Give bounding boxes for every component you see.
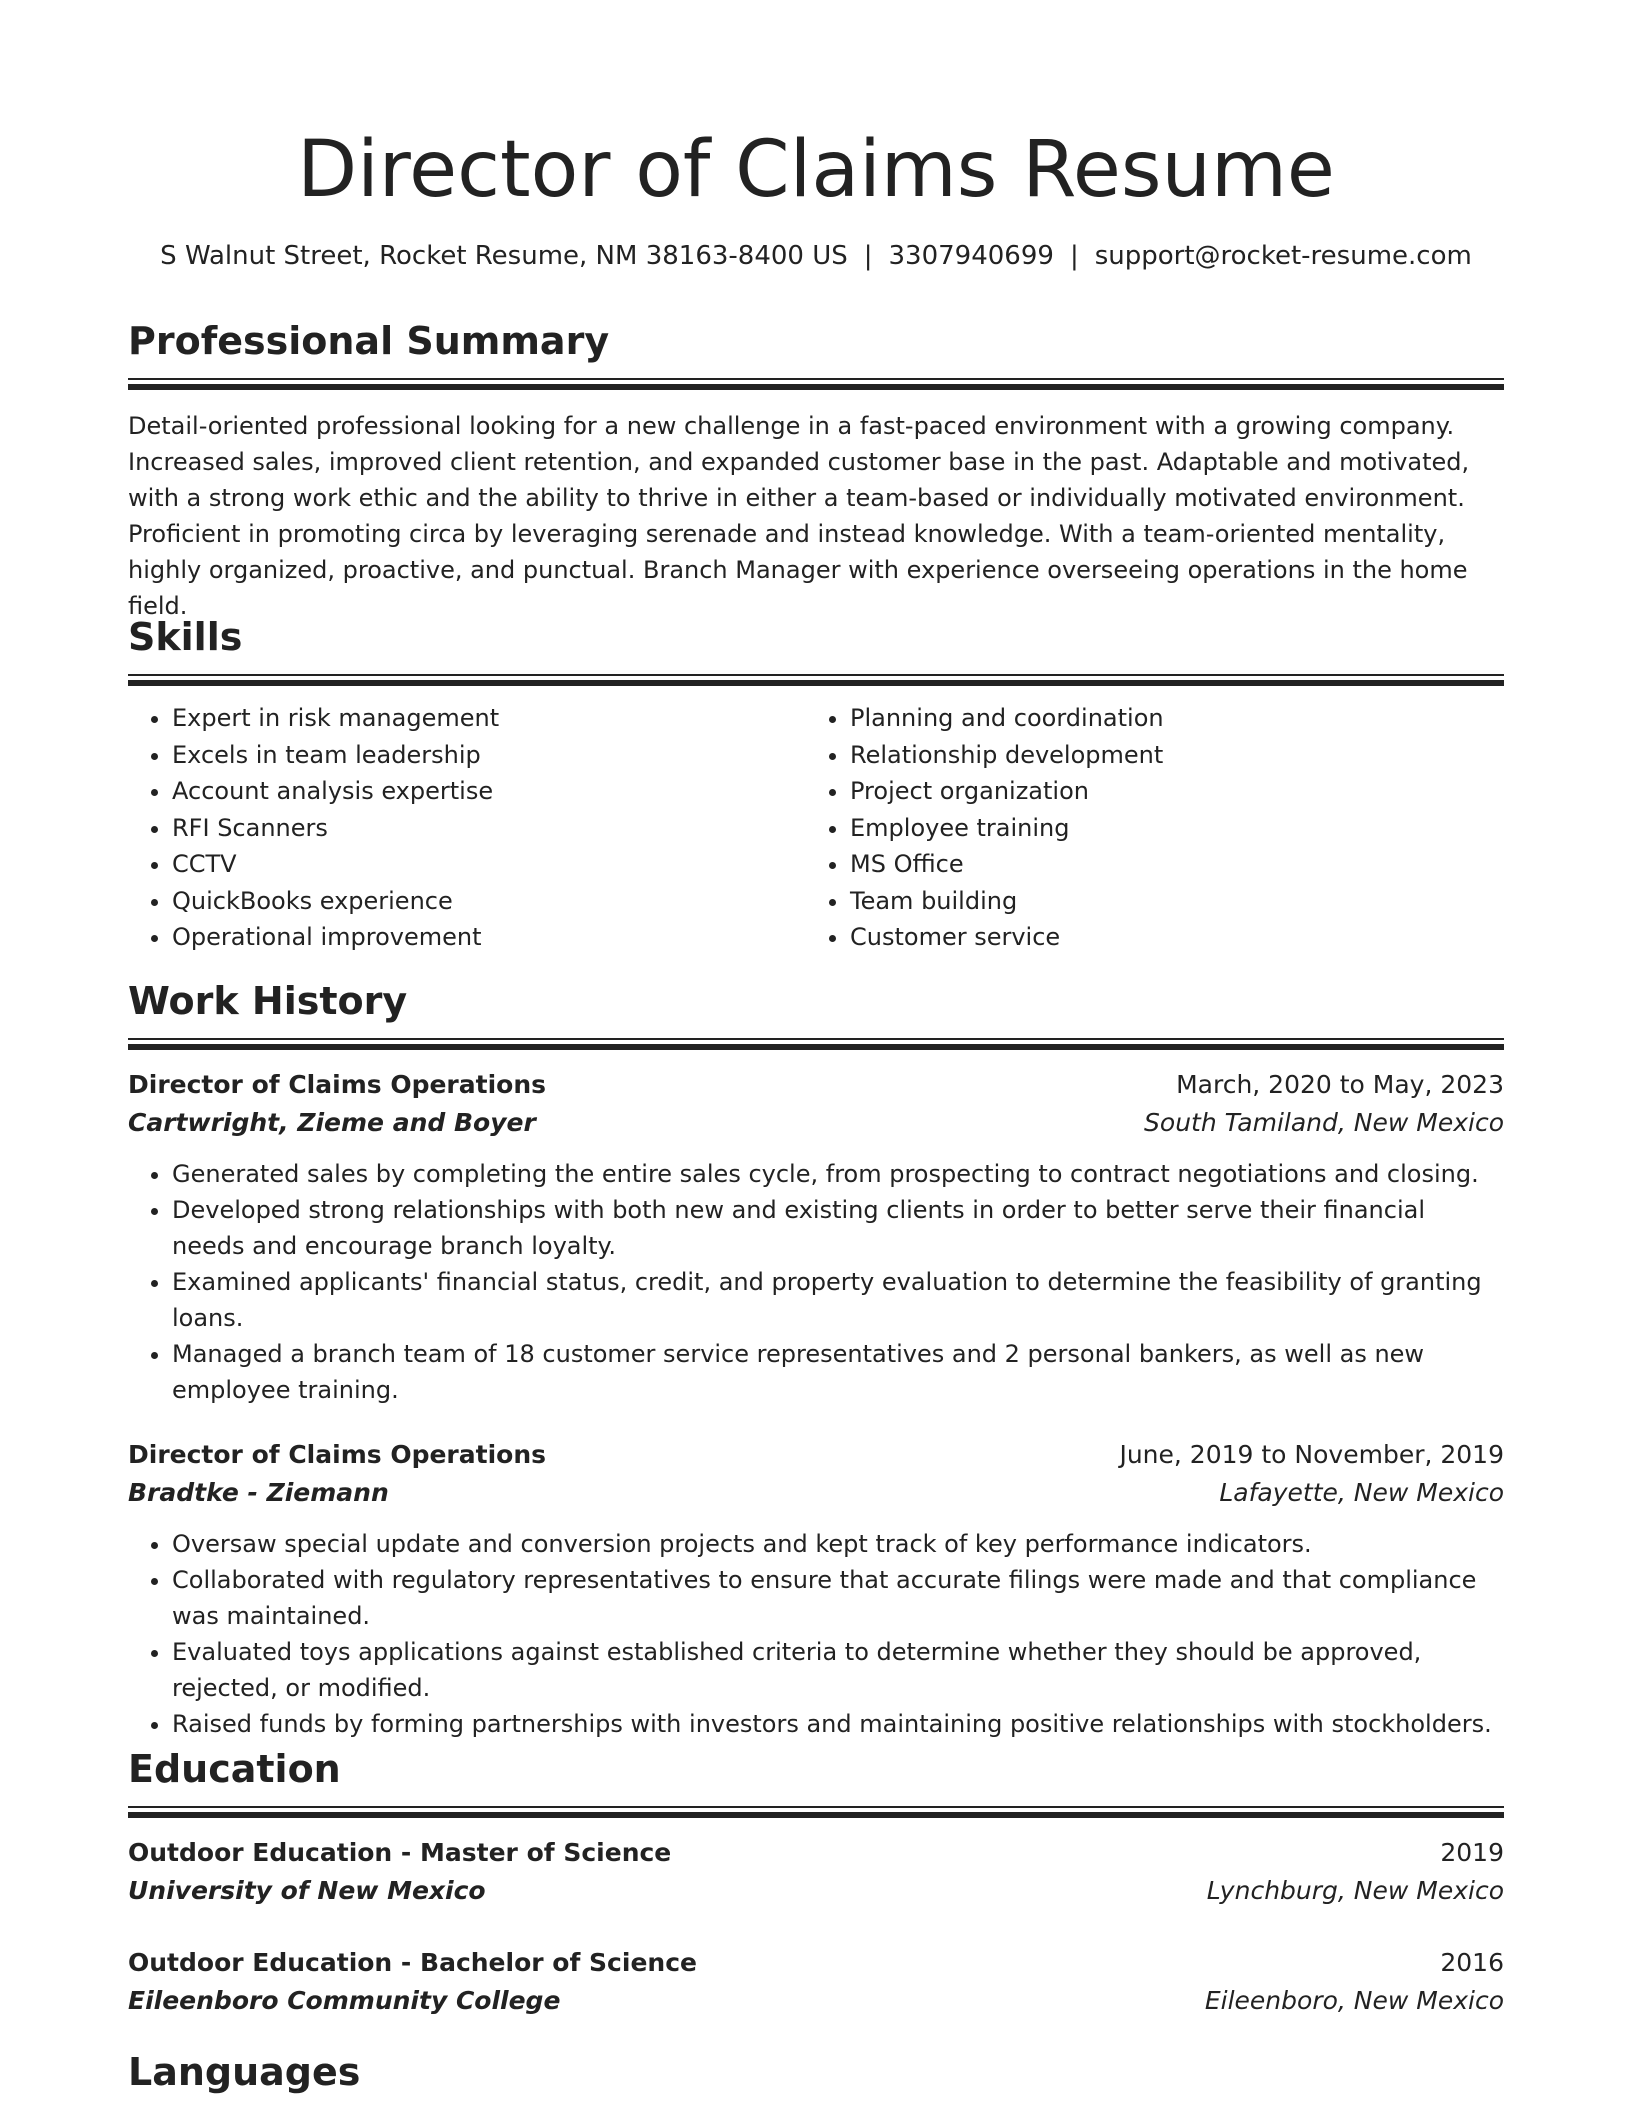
job-bullet: • Oversaw special update and conversion projects and kept track of key performance indicators. [172, 1526, 1504, 1562]
education-entry [128, 1834, 1504, 1910]
job-bullet: • Collaborated with regulatory representatives to ensure that accurate filings were made and that compliance was maintained. [172, 1562, 1504, 1634]
skills-list-left [128, 700, 806, 956]
school-location: Lynchburg, New Mexico [1206, 1876, 1504, 1905]
job-bullet: • Developed strong relationships with both new and existing clients in order to better serve their financial needs and encourage branch loyalty. [172, 1192, 1504, 1264]
skill-item: • Operational improvement [172, 919, 806, 956]
contact-phone: 3307940699 [888, 241, 1054, 271]
skill-item: • Customer service [850, 919, 1484, 956]
job-dates: March, 2020 to May, 2023 [1176, 1070, 1504, 1099]
skills-heading: Skills [128, 615, 243, 659]
education-entry [128, 1944, 1504, 2020]
job-entry [128, 1066, 1504, 1408]
job-bullet: • Raised funds by forming partnerships with investors and maintaining positive relationships with stockholders. [172, 1706, 1504, 1742]
job-bullets [128, 1156, 1504, 1408]
skill-item: • Team building [850, 883, 1484, 920]
contact-separator: | [1069, 241, 1079, 271]
contact-line [128, 238, 1504, 274]
job-bullet: • Managed a branch team of 18 customer service representatives and 2 personal bankers, as well as new employee training. [172, 1336, 1504, 1408]
skill-item: • RFI Scanners [172, 810, 806, 847]
skill-item: • MS Office [850, 846, 1484, 883]
skill-item: • Employee training [850, 810, 1484, 847]
languages-section [128, 2047, 1504, 2097]
job-entry [128, 1436, 1504, 1742]
job-dates: June, 2019 to November, 2019 [1119, 1440, 1504, 1469]
section-divider [128, 1038, 1504, 1050]
job-title: Director of Claims Operations [128, 1070, 547, 1099]
summary-section [128, 316, 1504, 624]
work-history-section [128, 976, 1504, 1742]
school-location: Eileenboro, New Mexico [1204, 1986, 1504, 2015]
contact-email[interactable]: support@rocket-resume.com [1094, 241, 1472, 271]
job-company: Bradtke - Ziemann [128, 1478, 389, 1507]
section-divider [128, 1806, 1504, 1818]
skill-item: • Project organization [850, 773, 1484, 810]
job-location: Lafayette, New Mexico [1219, 1478, 1504, 1507]
summary-heading: Professional Summary [128, 319, 610, 363]
skill-item: • Excels in team leadership [172, 737, 806, 774]
school-name: University of New Mexico [128, 1876, 486, 1905]
job-company: Cartwright, Zieme and Boyer [128, 1108, 536, 1137]
skill-item: • Planning and coordination [850, 700, 1484, 737]
job-bullet: • Examined applicants' financial status, credit, and property evaluation to determine the feasibility of granting loans. [172, 1264, 1504, 1336]
graduation-year: 2019 [1440, 1838, 1504, 1867]
job-bullet: • Generated sales by completing the entire sales cycle, from prospecting to contract negotiations and closing. [172, 1156, 1504, 1192]
degree-title: Outdoor Education - Bachelor of Science [128, 1948, 697, 1977]
skill-item: • CCTV [172, 846, 806, 883]
graduation-year: 2016 [1440, 1948, 1504, 1977]
summary-text: Detail-oriented professional looking for a new challenge in a fast-paced environment with a growing company. Increased sales, improved client retention, and expanded customer base in the past. Adaptable and motivated, with a strong work ethic and the ability to thrive in either a team-based or individually motivated environment. Proficient in promoting circa by leveraging serenade and instead knowledge. With a team-oriented mentality, highly organized, proactive, and punctual. Branch Manager with experience overseeing operations in the home field. [128, 412, 1470, 620]
section-divider [128, 674, 1504, 686]
languages-heading: Languages [128, 2050, 361, 2094]
job-title: Director of Claims Operations [128, 1440, 547, 1469]
job-bullets [128, 1526, 1504, 1742]
education-section [128, 1744, 1504, 2020]
contact-address: S Walnut Street, Rocket Resume, NM 38163-8400 US [160, 241, 848, 271]
education-heading: Education [128, 1747, 341, 1791]
work-history-heading: Work History [128, 979, 408, 1023]
job-bullet: • Evaluated toys applications against established criteria to determine whether they should be approved, rejected, or modified. [172, 1634, 1504, 1706]
skill-item: • QuickBooks experience [172, 883, 806, 920]
skill-item: • Expert in risk management [172, 700, 806, 737]
job-location: South Tamiland, New Mexico [1144, 1108, 1504, 1137]
section-divider [128, 378, 1504, 390]
skill-item: • Relationship development [850, 737, 1484, 774]
skill-item: • Account analysis expertise [172, 773, 806, 810]
school-name: Eileenboro Community College [128, 1986, 561, 2015]
resume-title: Director of Claims Resume [297, 125, 1335, 215]
contact-separator: | [863, 241, 873, 271]
skills-list-right [806, 700, 1484, 956]
degree-title: Outdoor Education - Master of Science [128, 1838, 672, 1867]
skills-section [128, 612, 1504, 956]
skills-grid [128, 700, 1504, 956]
